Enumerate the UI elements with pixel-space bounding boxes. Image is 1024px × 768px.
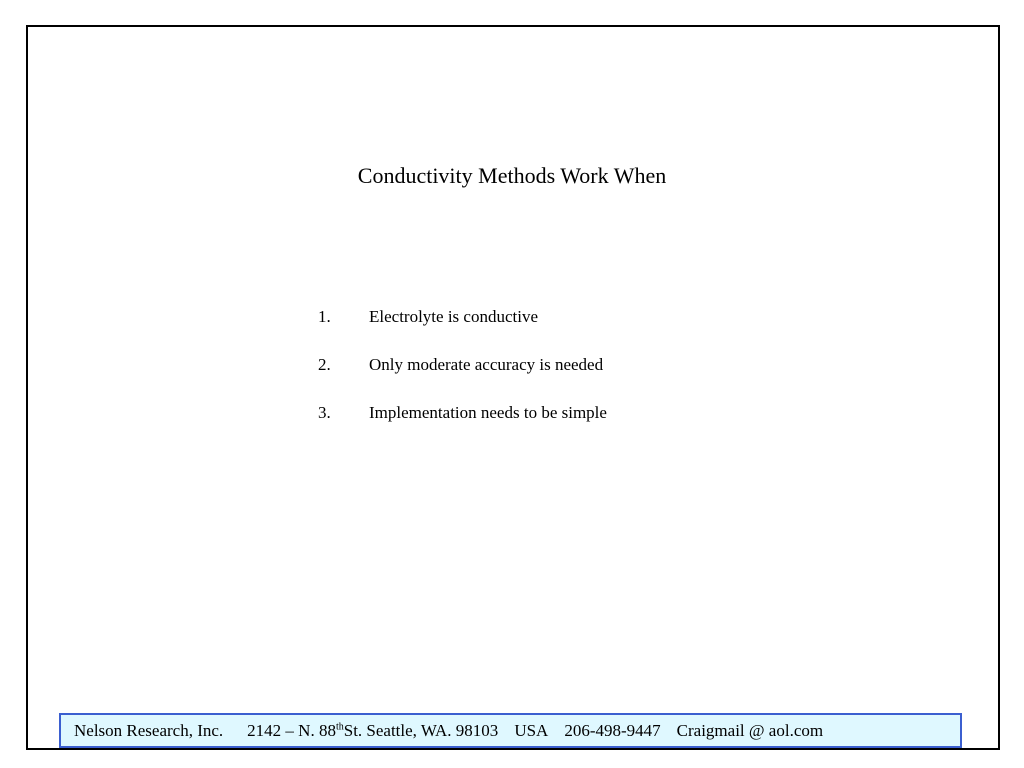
list-item-number: 1. <box>318 307 331 326</box>
footer-company: Nelson Research, Inc. <box>74 720 224 740</box>
footer-contact-box <box>59 713 962 748</box>
slide-title: Conductivity Methods Work When <box>357 163 667 188</box>
numbered-list <box>318 305 607 449</box>
list-item-text: Implementation needs to be simple <box>369 403 607 422</box>
list-item <box>318 305 607 329</box>
footer-email: Craigmail @ aol.com <box>676 720 824 740</box>
list-item-text: Electrolyte is conductive <box>369 307 538 326</box>
list-item <box>318 401 607 425</box>
footer-address-superscript: th <box>335 720 344 732</box>
list-item-text: Only moderate accuracy is needed <box>369 355 604 374</box>
footer-country: USA <box>514 720 549 740</box>
footer-address-rest: St. Seattle, WA. 98103 <box>343 720 499 740</box>
list-item-number: 2. <box>318 355 331 374</box>
list-item-number: 3. <box>318 403 331 422</box>
footer-address <box>247 721 498 741</box>
footer-phone: 206-498-9447 <box>564 720 661 740</box>
list-item <box>318 353 607 377</box>
footer-address-number: 2142 – N. 88 <box>247 720 336 740</box>
